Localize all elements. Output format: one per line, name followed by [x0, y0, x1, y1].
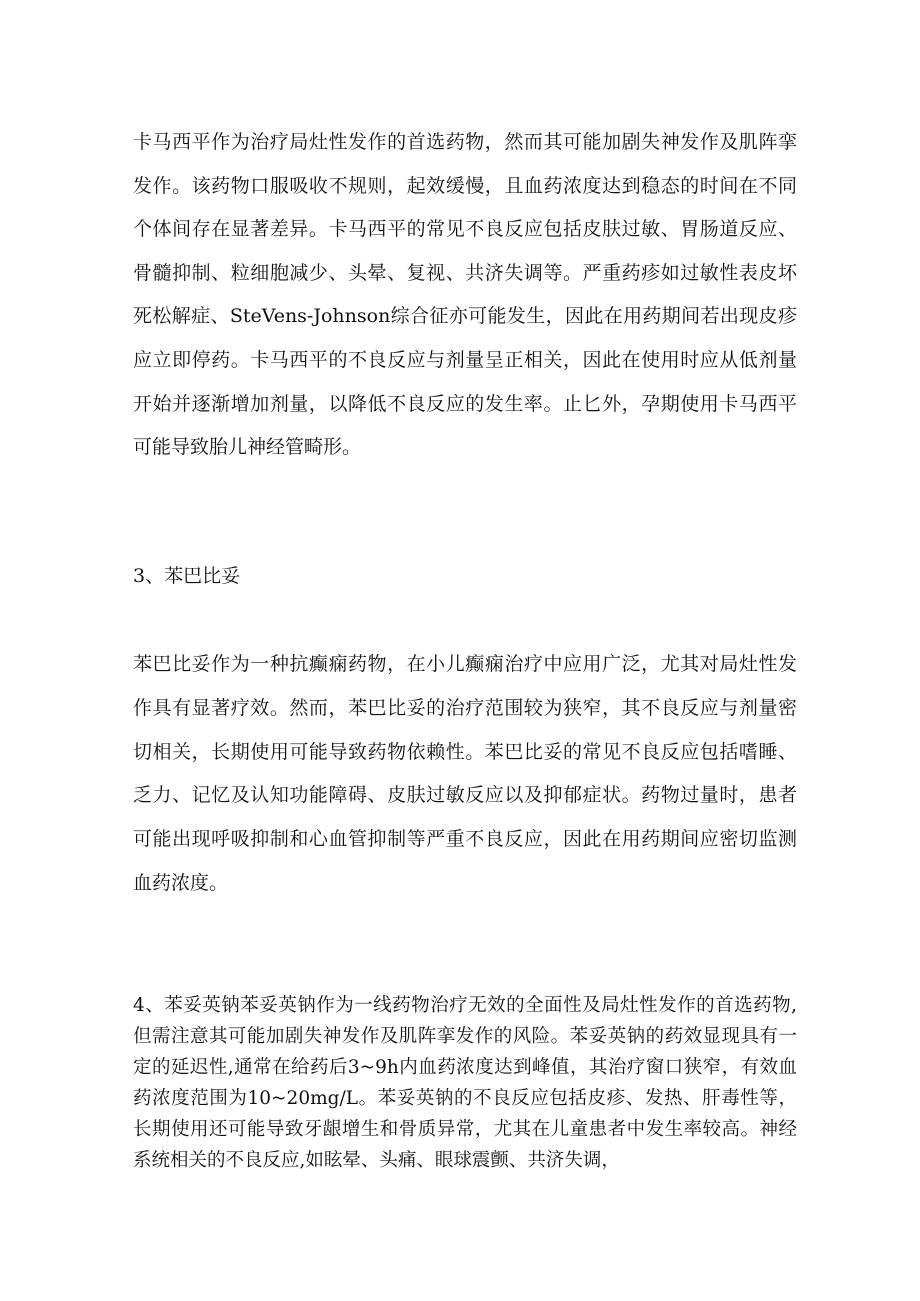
paragraph-carbamazepine: 卡马西平作为治疗局灶性发作的首选药物，然而其可能加剧失神发作及肌阵挛发作。该药物口服吸收不规则，起效缓慢，且血药浓度达到稳态的时间在不同个体间存在显著差异。卡马西平的常见不良反应包括皮肤过敏、胃肠道反应、骨髓抑制、粒细胞减少、头晕、复视、共济失调等。严重药疹如过敏性表皮坏死松解症、SteVens-Johnson综合征亦可能发生，因此在用药期间若出现皮疹应立即停药。卡马西平的不良反应与剂量呈正相关，因此在使用时应从低剂量开始并逐渐增加剂量，以降低不良反应的发生率。止匕外，孕期使用卡马西平可能导致胎儿神经管畸形。: [133, 131, 797, 459]
paragraph-phenobarbital: 苯巴比妥作为一种抗癫痫药物，在小儿癫痫治疗中应用广泛，尤其对局灶性发作具有显著疗效。然而，苯巴比妥的治疗范围较为狭窄，其不良反应与剂量密切相关，长期使用可能导致药物依赖性。苯巴比妥的常见不良反应包括嗜睡、乏力、记忆及认知功能障碍、皮肤过敏反应以及抑郁症状。药物过量时，患者可能出现呼吸抑制和心血管抑制等严重不良反应，因此在用药期间应密切监测血药浓度。: [133, 653, 797, 894]
section-heading-phenobarbital: 3、苯巴比妥: [133, 565, 241, 587]
paragraph-phenytoin: 4、苯妥英钠苯妥英钠作为一线药物治疗无效的全面性及局灶性发作的首选药物,但需注意其可能加剧失神发作及肌阵挛发作的风险。苯妥英钠的药效显现具有一定的延迟性,通常在给药后3~9h内血药浓度达到峰值，其治疗窗口狭窄，有效血药浓度范围为10~20mg/L。苯妥英钠的不良反应包括皮疹、发热、肝毒性等，长期使用还可能导致牙龈增生和骨质异常，尤其在儿童患者中发生率较高。神经系统相关的不良反应,如眩晕、头痛、眼球震颤、共济失调，: [133, 995, 797, 1171]
